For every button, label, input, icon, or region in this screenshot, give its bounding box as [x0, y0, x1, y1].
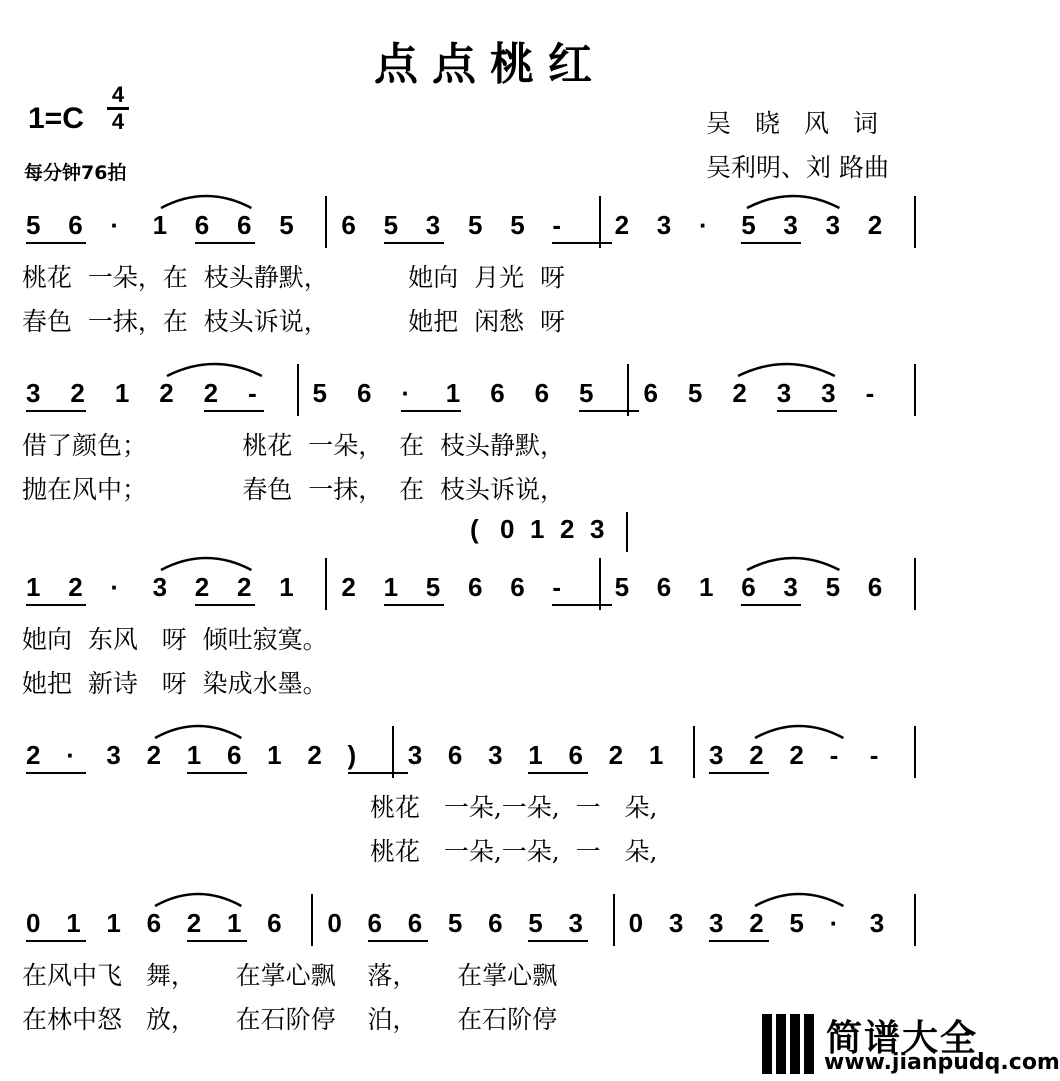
barline — [311, 894, 313, 946]
note: 2 — [186, 908, 202, 938]
slur — [755, 888, 843, 908]
beam-underline — [552, 242, 612, 244]
lyric-line: 她把 新诗 呀 染成水墨。 — [22, 669, 328, 698]
note: 6 — [643, 378, 658, 408]
beam-underline — [552, 604, 612, 606]
barline — [626, 512, 628, 552]
slur — [755, 720, 843, 740]
note: 6 — [356, 378, 372, 408]
note: 6 — [741, 572, 756, 602]
note: 6 — [468, 572, 483, 602]
lyric-line: 她向 东风 呀 倾吐寂寞。 — [22, 625, 328, 654]
note: 3 — [668, 908, 684, 938]
beam-underline — [741, 242, 801, 244]
notes-row — [0, 908, 980, 948]
notes-row — [0, 210, 980, 250]
beam-underline — [204, 410, 264, 412]
note: 5 — [468, 210, 483, 240]
note: 6 — [867, 572, 883, 602]
note: 2 — [237, 572, 252, 602]
prefix-note: 3 — [590, 514, 605, 544]
note: 3 — [106, 740, 121, 770]
piano-logo-icon — [760, 1012, 820, 1080]
note: 0 — [26, 908, 41, 938]
note: 2 — [789, 740, 804, 770]
barline — [914, 726, 916, 778]
beam-underline — [741, 604, 801, 606]
barline — [325, 196, 327, 248]
dot-note: · — [66, 740, 75, 770]
note: 5 — [510, 210, 525, 240]
note: 3 — [488, 740, 503, 770]
notes-row — [0, 740, 980, 780]
dash-note: - — [248, 378, 257, 408]
note: 3 — [783, 572, 798, 602]
time-signature-bottom: 4 — [111, 109, 125, 134]
composer-credit: 吴利明、刘 路曲 — [706, 153, 889, 182]
note: 2 — [608, 740, 624, 770]
note: ) — [347, 740, 357, 770]
lyric-line: 桃花 一朵，在 枝头静默， 她向 月光 呀 — [22, 263, 566, 292]
dot-note: · — [401, 378, 411, 408]
prefix-note: ( — [470, 514, 479, 544]
note: 2 — [867, 210, 883, 240]
note: 1 — [648, 740, 664, 770]
note: 5 — [687, 378, 703, 408]
dash-note: - — [869, 740, 879, 770]
time-signature — [107, 84, 129, 133]
note: 1 — [445, 378, 461, 408]
notes-row — [0, 514, 980, 612]
beam-underline — [777, 410, 837, 412]
beam-underline — [528, 940, 588, 942]
beam-underline — [528, 772, 588, 774]
note: 1 — [114, 378, 130, 408]
note: 3 — [656, 210, 672, 240]
beam-underline — [195, 242, 255, 244]
beam-underline — [26, 940, 86, 942]
note: 2 — [749, 740, 764, 770]
note: 2 — [70, 378, 85, 408]
prefix-note: 1 — [530, 514, 545, 544]
beam-underline — [579, 410, 639, 412]
note: 1 — [226, 908, 242, 938]
beam-underline — [195, 604, 255, 606]
lyric-line: 桃花 一朵,一朵, 一 朵, — [370, 793, 658, 822]
note: 5 — [614, 572, 630, 602]
note: 1 — [279, 572, 294, 602]
note: 6 — [447, 740, 463, 770]
note: 3 — [709, 908, 724, 938]
lyric-line: 在林中怒 放， 在石阶停 泊， 在石阶停 — [22, 1005, 558, 1034]
barline — [914, 894, 916, 946]
notes-row — [0, 378, 980, 418]
note: 3 — [568, 908, 583, 938]
note: 0 — [327, 908, 342, 938]
note: 5 — [425, 572, 441, 602]
slur — [155, 720, 241, 740]
note: 5 — [312, 378, 327, 408]
note: 6 — [510, 572, 525, 602]
slur — [738, 358, 835, 378]
note: 5 — [579, 378, 594, 408]
note: 2 — [26, 740, 41, 770]
note: 3 — [709, 740, 724, 770]
note: 3 — [425, 210, 441, 240]
beam-underline — [26, 604, 86, 606]
watermark-title: 简谱大全 — [826, 1018, 979, 1059]
note: 2 — [614, 210, 630, 240]
lyric-line: 借了颜色； 桃花 一朵， 在 枝头静默， — [22, 431, 566, 460]
note: 6 — [490, 378, 505, 408]
note: 5 — [789, 908, 804, 938]
note: 1 — [383, 572, 399, 602]
slur — [161, 190, 251, 210]
slur — [155, 888, 241, 908]
beam-underline — [709, 940, 769, 942]
page-title: 点点桃红 — [374, 39, 606, 90]
beam-underline — [26, 772, 86, 774]
barline — [914, 364, 916, 416]
prefix-note: 2 — [560, 514, 575, 544]
note: 5 — [447, 908, 463, 938]
beam-underline — [26, 242, 86, 244]
barline — [914, 558, 916, 610]
note: 5 — [383, 210, 399, 240]
lyric-line: 在风中飞 舞， 在掌心飘 落， 在掌心飘 — [22, 961, 558, 990]
note: 3 — [776, 378, 792, 408]
barline — [325, 558, 327, 610]
note: 0 — [628, 908, 644, 938]
barline — [613, 894, 615, 946]
lyric-line: 抛在风中； 春色 一抹， 在 枝头诉说， — [22, 475, 566, 504]
note: 5 — [741, 210, 756, 240]
note: 3 — [869, 908, 885, 938]
note: 6 — [407, 908, 423, 938]
watermark-url: www.jianpudq.com — [824, 1050, 1060, 1075]
beam-underline — [384, 604, 444, 606]
beam-underline — [187, 940, 247, 942]
tempo-marking: 每分钟76拍 — [24, 162, 127, 184]
note: 5 — [279, 210, 294, 240]
beam-underline — [368, 940, 428, 942]
lyricist-credit: 吴晓风词 — [706, 109, 903, 138]
barline — [392, 726, 394, 778]
note: 6 — [341, 210, 356, 240]
note: 6 — [488, 908, 503, 938]
dot-note: · — [110, 210, 120, 240]
note: 3 — [825, 210, 841, 240]
barline — [599, 558, 601, 610]
note: 3 — [783, 210, 798, 240]
note: 2 — [146, 740, 162, 770]
note: 1 — [26, 572, 41, 602]
note: 2 — [341, 572, 356, 602]
barline — [599, 196, 601, 248]
note: 6 — [367, 908, 382, 938]
time-signature-top: 4 — [111, 82, 125, 107]
slur — [747, 552, 839, 572]
dot-note: · — [699, 210, 708, 240]
dash-note: - — [552, 572, 562, 602]
barline — [914, 196, 916, 248]
note: 6 — [226, 740, 242, 770]
note: 1 — [699, 572, 714, 602]
note: 6 — [146, 908, 162, 938]
note: 6 — [656, 572, 672, 602]
dash-note: - — [865, 378, 875, 408]
note: 1 — [267, 740, 282, 770]
lyric-line: 春色 一抹，在 枝头诉说， 她把 闲愁 呀 — [22, 307, 566, 336]
beam-underline — [26, 410, 86, 412]
prefix-note: 0 — [500, 514, 515, 544]
beam-underline — [348, 772, 408, 774]
beam-underline — [187, 772, 247, 774]
note: 6 — [194, 210, 210, 240]
note: 6 — [534, 378, 550, 408]
note: 1 — [186, 740, 202, 770]
slur — [161, 552, 251, 572]
note: 2 — [194, 572, 210, 602]
key-signature: 1=C — [28, 102, 84, 135]
lyric-line: 桃花 一朵,一朵, 一 朵, — [370, 837, 658, 866]
barline — [693, 726, 695, 778]
note: 3 — [821, 378, 836, 408]
note: 3 — [26, 378, 41, 408]
barline — [297, 364, 299, 416]
dot-note: · — [110, 572, 120, 602]
note: 1 — [528, 740, 543, 770]
note: 1 — [152, 210, 168, 240]
note: 5 — [528, 908, 543, 938]
dash-note: - — [829, 740, 839, 770]
note: 1 — [66, 908, 81, 938]
note: 6 — [568, 740, 583, 770]
note: 6 — [267, 908, 282, 938]
note: 3 — [407, 740, 423, 770]
note: 3 — [152, 572, 168, 602]
note: 6 — [68, 210, 83, 240]
note: 1 — [106, 908, 121, 938]
barline — [627, 364, 629, 416]
beam-underline — [401, 410, 461, 412]
note: 6 — [237, 210, 252, 240]
slur — [167, 358, 262, 378]
note: 2 — [159, 378, 174, 408]
note: 2 — [203, 378, 219, 408]
slur — [747, 190, 839, 210]
note: 2 — [732, 378, 747, 408]
note: 2 — [307, 740, 322, 770]
beam-underline — [709, 772, 769, 774]
dot-note: · — [829, 908, 839, 938]
note: 2 — [68, 572, 83, 602]
note: 5 — [825, 572, 841, 602]
note: 5 — [26, 210, 41, 240]
note: 2 — [749, 908, 764, 938]
dash-note: - — [552, 210, 562, 240]
beam-underline — [384, 242, 444, 244]
